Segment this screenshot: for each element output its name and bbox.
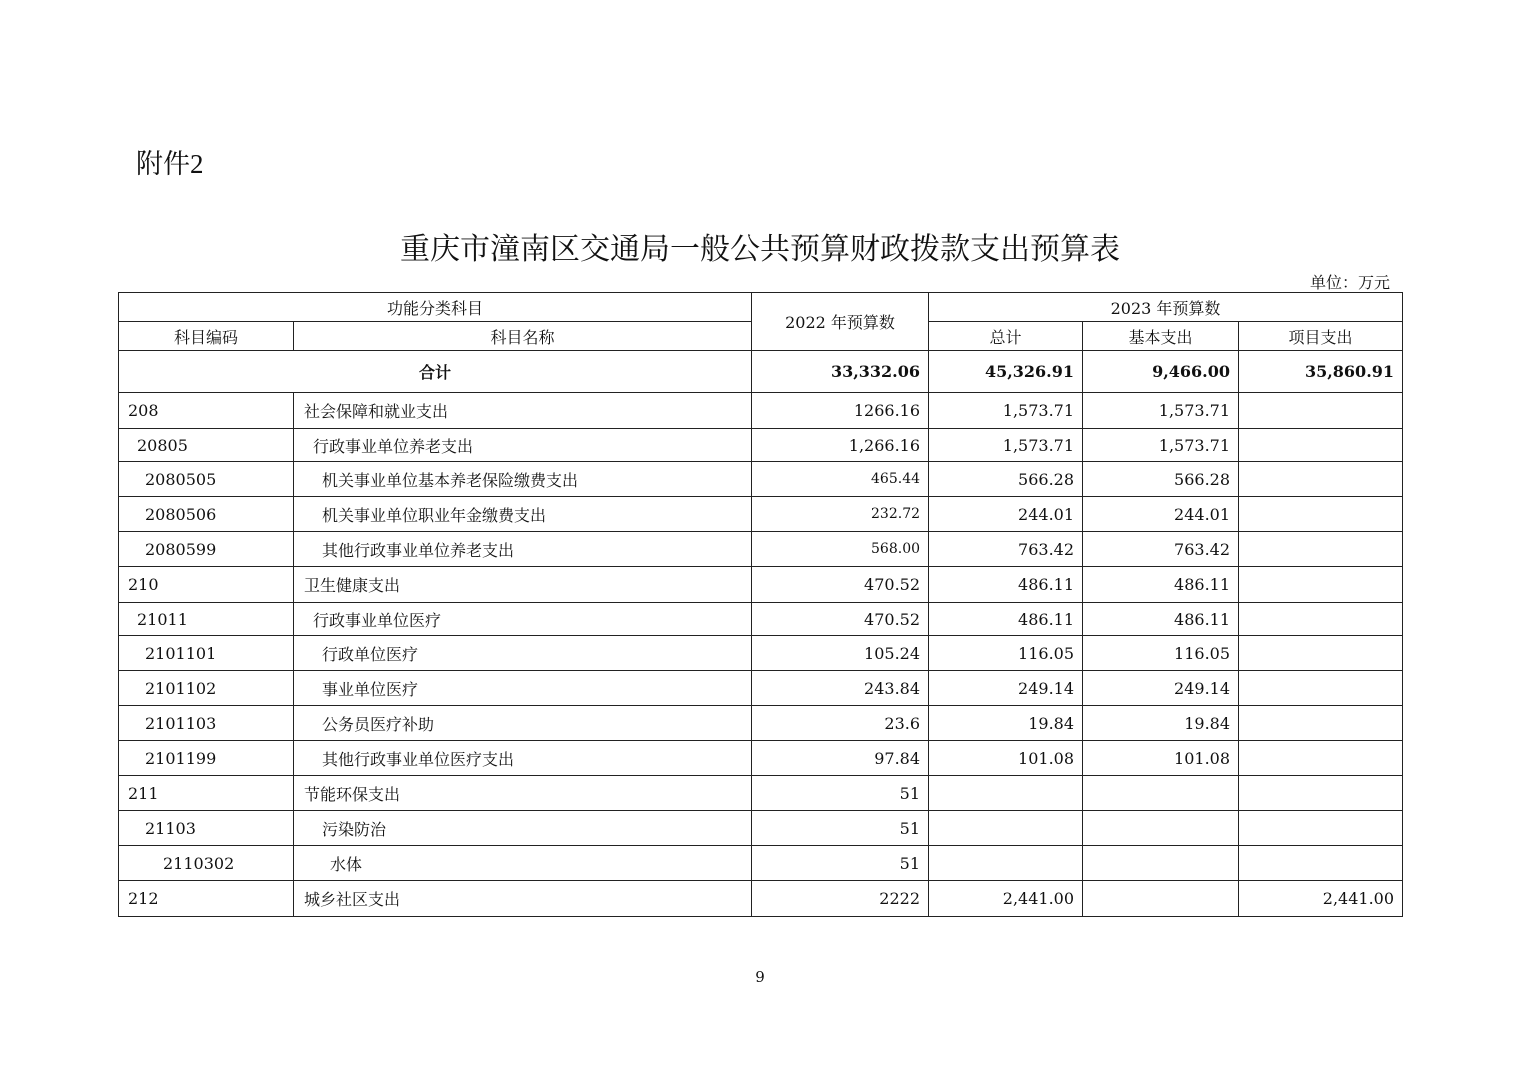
row-project: [1239, 603, 1403, 636]
row-basic: 249.14: [1083, 671, 1239, 706]
row-code: 21011: [119, 603, 294, 636]
row-code: 2110302: [119, 846, 294, 881]
total-project: 35,860.91: [1239, 351, 1403, 393]
row-code: 2101101: [119, 636, 294, 671]
row-total: 1,573.71: [929, 393, 1083, 429]
table-row: [119, 706, 1403, 741]
row-name: 社会保障和就业支出: [294, 393, 752, 429]
row-code: 2101199: [119, 741, 294, 776]
table-row: [119, 811, 1403, 846]
row-code: 2101103: [119, 706, 294, 741]
total-total: 45,326.91: [929, 351, 1083, 393]
row-total: 101.08: [929, 741, 1083, 776]
row-name: 公务员医疗补助: [294, 706, 752, 741]
row-project: [1239, 741, 1403, 776]
table-row: [119, 462, 1403, 497]
header-row-1: [119, 293, 1403, 322]
row-name: 水体: [294, 846, 752, 881]
header-total: 总计: [929, 322, 1083, 351]
budget-table: [118, 292, 1403, 917]
table-row: [119, 636, 1403, 671]
row-budget-2022: 105.24: [752, 636, 929, 671]
row-total: 19.84: [929, 706, 1083, 741]
row-basic: 1,573.71: [1083, 429, 1239, 462]
row-name: 行政事业单位医疗: [294, 603, 752, 636]
row-total: 486.11: [929, 567, 1083, 603]
row-name: 事业单位医疗: [294, 671, 752, 706]
table-row: [119, 567, 1403, 603]
row-name: 卫生健康支出: [294, 567, 752, 603]
row-basic: [1083, 811, 1239, 846]
row-basic: 1,573.71: [1083, 393, 1239, 429]
row-name: 节能环保支出: [294, 776, 752, 811]
row-project: [1239, 462, 1403, 497]
table-row: [119, 429, 1403, 462]
row-total: 1,573.71: [929, 429, 1083, 462]
total-row: [119, 351, 1403, 393]
row-code: 212: [119, 881, 294, 917]
row-total: 116.05: [929, 636, 1083, 671]
row-budget-2022: 51: [752, 776, 929, 811]
table-row: [119, 846, 1403, 881]
row-code: 2080506: [119, 497, 294, 532]
row-code: 2101102: [119, 671, 294, 706]
row-basic: 101.08: [1083, 741, 1239, 776]
row-basic: 763.42: [1083, 532, 1239, 567]
row-project: [1239, 567, 1403, 603]
row-code: 20805: [119, 429, 294, 462]
row-basic: 486.11: [1083, 603, 1239, 636]
row-total: 566.28: [929, 462, 1083, 497]
table-row: [119, 881, 1403, 917]
row-name: 污染防治: [294, 811, 752, 846]
row-total: [929, 811, 1083, 846]
row-total: [929, 776, 1083, 811]
row-project: [1239, 497, 1403, 532]
attachment-number: 2: [190, 149, 204, 179]
row-project: [1239, 429, 1403, 462]
row-project: [1239, 706, 1403, 741]
attachment-label-text: 附件: [136, 149, 190, 180]
header-name: 科目名称: [294, 322, 752, 351]
row-basic: [1083, 881, 1239, 917]
row-budget-2022: 470.52: [752, 567, 929, 603]
row-budget-2022: 23.6: [752, 706, 929, 741]
row-basic: 244.01: [1083, 497, 1239, 532]
row-name: 其他行政事业单位医疗支出: [294, 741, 752, 776]
header-budget-2022: 2022 年预算数: [752, 293, 929, 351]
total-basic: 9,466.00: [1083, 351, 1239, 393]
row-code: 208: [119, 393, 294, 429]
row-basic: [1083, 846, 1239, 881]
row-name: 行政事业单位养老支出: [294, 429, 752, 462]
row-total: 763.42: [929, 532, 1083, 567]
unit-label: 单位：万元: [1309, 273, 1390, 292]
attachment-label: [136, 142, 204, 181]
header-functional-category: 功能分类科目: [119, 293, 752, 322]
page-number: 9: [755, 968, 765, 986]
table-row: [119, 532, 1403, 567]
row-project: [1239, 532, 1403, 567]
row-code: 210: [119, 567, 294, 603]
total-label: 合计: [119, 351, 752, 393]
document-title: 重庆市潼南区交通局一般公共预算财政拨款支出预算表: [400, 232, 1120, 267]
header-budget-2023: 2023 年预算数: [929, 293, 1403, 322]
header-project: 项目支出: [1239, 322, 1403, 351]
row-budget-2022: 470.52: [752, 603, 929, 636]
row-budget-2022: 51: [752, 811, 929, 846]
row-budget-2022: 97.84: [752, 741, 929, 776]
row-code: 2080599: [119, 532, 294, 567]
table-row: [119, 741, 1403, 776]
table-row: [119, 497, 1403, 532]
row-budget-2022: 465.44: [752, 462, 929, 497]
row-code: 211: [119, 776, 294, 811]
row-budget-2022: 232.72: [752, 497, 929, 532]
row-name: 城乡社区支出: [294, 881, 752, 917]
row-basic: 116.05: [1083, 636, 1239, 671]
row-project: [1239, 636, 1403, 671]
row-basic: 19.84: [1083, 706, 1239, 741]
table-row: [119, 671, 1403, 706]
row-name: 机关事业单位职业年金缴费支出: [294, 497, 752, 532]
row-project: [1239, 393, 1403, 429]
row-name: 行政单位医疗: [294, 636, 752, 671]
row-basic: [1083, 776, 1239, 811]
header-basic: 基本支出: [1083, 322, 1239, 351]
row-total: [929, 846, 1083, 881]
header-code: 科目编码: [119, 322, 294, 351]
row-budget-2022: 1,266.16: [752, 429, 929, 462]
row-budget-2022: 2222: [752, 881, 929, 917]
row-total: 486.11: [929, 603, 1083, 636]
row-code: 2080505: [119, 462, 294, 497]
row-project: [1239, 811, 1403, 846]
row-project: 2,441.00: [1239, 881, 1403, 917]
row-budget-2022: 568.00: [752, 532, 929, 567]
row-total: 244.01: [929, 497, 1083, 532]
row-basic: 566.28: [1083, 462, 1239, 497]
row-code: 21103: [119, 811, 294, 846]
row-budget-2022: 243.84: [752, 671, 929, 706]
row-budget-2022: 51: [752, 846, 929, 881]
table-row: [119, 776, 1403, 811]
total-budget-2022: 33,332.06: [752, 351, 929, 393]
row-name: 其他行政事业单位养老支出: [294, 532, 752, 567]
row-total: 249.14: [929, 671, 1083, 706]
row-name: 机关事业单位基本养老保险缴费支出: [294, 462, 752, 497]
row-project: [1239, 671, 1403, 706]
row-project: [1239, 846, 1403, 881]
table-row: [119, 393, 1403, 429]
row-total: 2,441.00: [929, 881, 1083, 917]
row-project: [1239, 776, 1403, 811]
row-budget-2022: 1266.16: [752, 393, 929, 429]
row-basic: 486.11: [1083, 567, 1239, 603]
table-row: [119, 603, 1403, 636]
